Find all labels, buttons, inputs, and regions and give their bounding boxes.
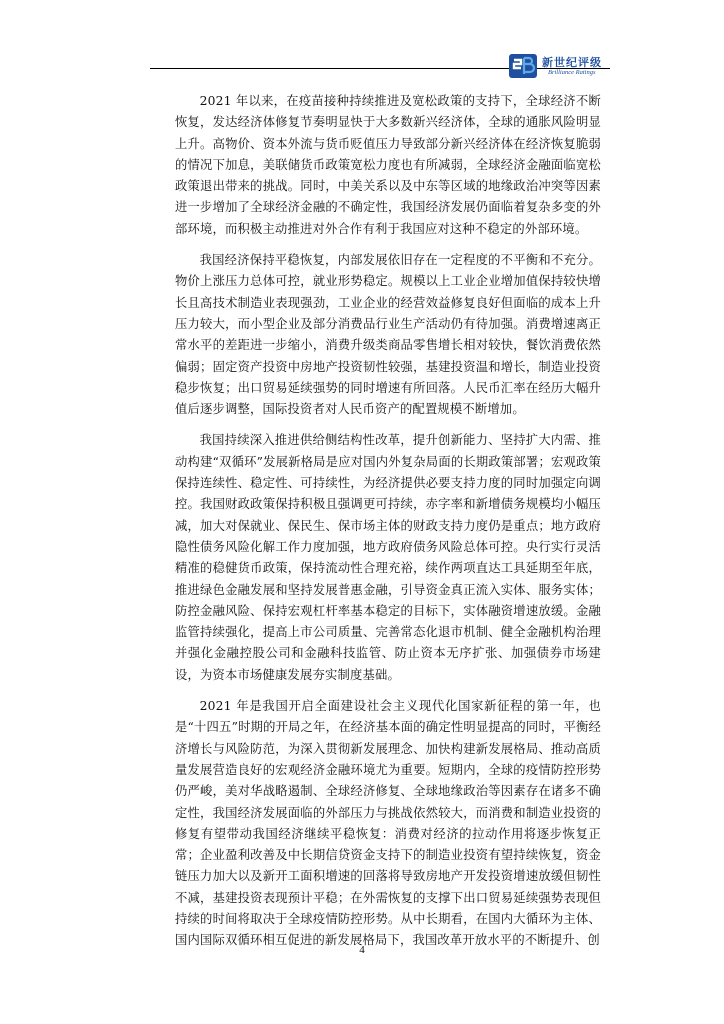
- paragraph: 我国经济保持平稳恢复，内部发展依旧存在一定程度的不平衡和不充分。物价上涨压力总体可控，就业形势稳定。规模以上工业企业增加值保持较快增长且高技术制造业表现强劲，工业企业的经营效益修复良好但面临的成本上升压力较大，而小型企业及部分消费品行业生产活动仍有待加强。消费增速离正常水平的差距进一步缩小，消费升级类商品零售增长相对较快，餐饮消费依然偏弱；固定资产投资中房地产投资韧性较强，基建投资温和增长，制造业投资稳步恢复；出口贸易延续强势的同时增速有所回落。人民币汇率在经历大幅升值后逐步调整，国际投资者对人民币资产的配置规模不断增加。: [175, 253, 601, 417]
- paragraph: 2021 年是我国开启全面建设社会主义现代化国家新征程的第一年，也是“十四五”时期的开局之年，在经济基本面的确定性明显提高的同时，平衡经济增长与风险防范，为深入贯彻新发展理念、加快构建新发展格局、推动高质量发展营造良好的宏观经济金融环境尤为重要。短期内，全球的疫情防控形势仍严峻，美对华战略遏制、全球经济修复、全球地缘政治等因素存在诸多不确定性，我国经济发展面临的外部压力与挑战依然较大，而消费和制造业投资的修复有望带动我国经济继续平稳恢复：消费对经济的拉动作用将逐步恢复正常；企业盈利改善及中长期信贷资金支持下的制造业投资有望持续恢复，资金链压力加大以及新开工面积增速的回落将导致房地产开发投资增速放缓但韧性不减，基建投资表现预计平稳；在外需恢复的支撑下出口贸易延续强势表现但持续的时间将取决于全球疫情防控形势。从中长期看，在国内大循环为主体、国内国际双循环相互促进的新发展格局下，我国改革开放水平的不断提升、创: [175, 699, 601, 948]
- paragraph: 我国持续深入推进供给侧结构性改革，提升创新能力、坚持扩大内需、推动构建“双循环”发展新格局是应对国内外复杂局面的长期政策部署；宏观政策保持连续性、稳定性、可持续性，为经济提供必要支持力度的同时加强定向调控。我国财政政策保持积极且强调更可持续，赤字率和新增债务规模均小幅压减，加大对保就业、保民生、保市场主体的财政支持力度仍是重点；地方政府隐性债务风险化解工作力度加强，地方政府债务风险总体可控。央行实行灵活精准的稳健货币政策，保持流动性合理充裕，续作两项直达工具延期至年底，推进绿色金融发展和坚持发展普惠金融，引导资金真正流入实体、服务实体；防控金融风险、保持宏观杠杆率基本稳定的目标下，实体融资增速放缓。金融监管持续强化，提高上市公司质量、完善常态化退市机制、健全金融机构治理并强化金融控股公司和金融科技监管、防止资本无序扩张、加强债券市场建设，为资本市场健康发展夯实制度基础。: [175, 433, 601, 682]
- paragraph: 2021 年以来，在疫苗接种持续推进及宽松政策的支持下，全球经济不断恢复，发达经济体修复节奏明显快于大多数新兴经济体，全球的通胀风险明显上升。高物价、资本外流与货币贬值压力导致部分新兴经济体在经济恢复脆弱的情况下加息，美联储货币政策宽松力度也有所减弱，全球经济金融面临宽松政策退出带来的挑战。同时，中美关系以及中东等区域的地缘政治冲突等因素进一步增加了全球经济金融的不确定性，我国经济发展仍面临着复杂多变的外部环境，而积极主动推进对外合作有利于我国应对这种不稳定的外部环境。: [175, 94, 601, 236]
- logo-text-en: Brilliance Ratings: [548, 69, 596, 76]
- page-number: 4: [359, 944, 365, 956]
- logo: [508, 52, 618, 80]
- logo-mark-icon: [508, 52, 538, 80]
- body-text: [175, 91, 601, 962]
- logo-text-cn: 新世纪评级: [542, 56, 602, 69]
